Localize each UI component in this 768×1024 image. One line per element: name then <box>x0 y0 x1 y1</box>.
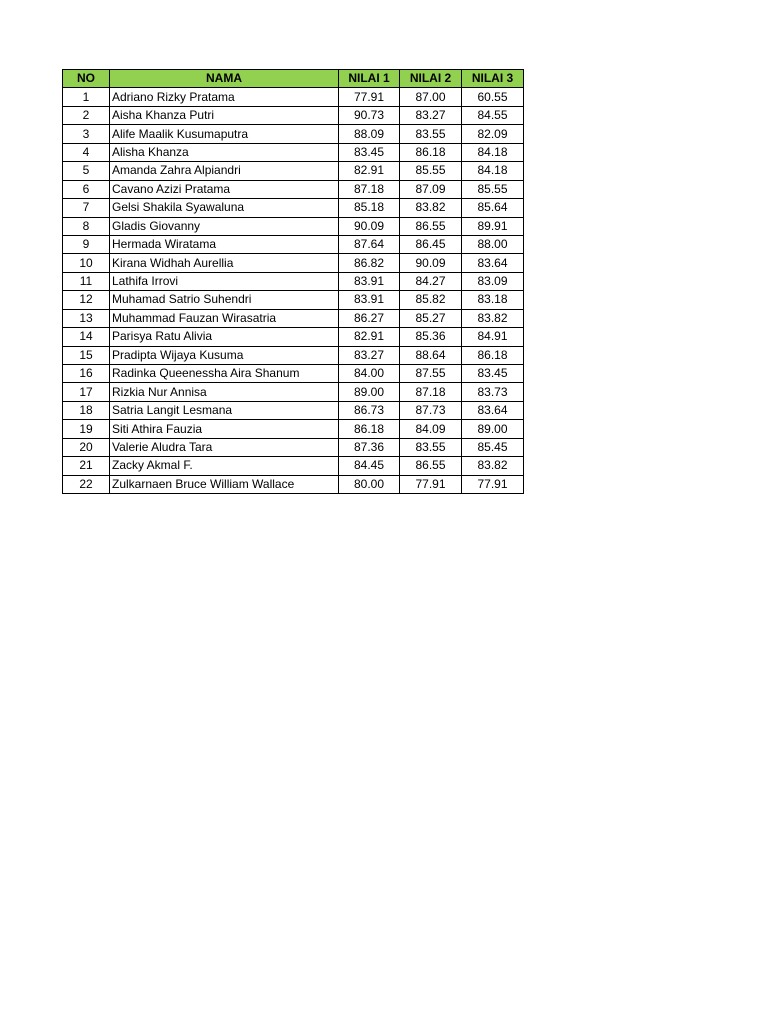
cell-no[interactable]: 16 <box>63 365 110 383</box>
cell-nama[interactable]: Adriano Rizky Pratama <box>110 88 339 106</box>
table-row <box>63 475 524 493</box>
cell-nilai-3[interactable]: 84.55 <box>462 106 524 124</box>
cell-nama[interactable]: Muhamad Satrio Suhendri <box>110 291 339 309</box>
cell-no[interactable]: 18 <box>63 401 110 419</box>
cell-nama[interactable]: Alife Maalik Kusumaputra <box>110 125 339 143</box>
cell-nilai-3[interactable]: 84.91 <box>462 328 524 346</box>
header-nilai-3[interactable]: NILAI 3 <box>462 70 524 88</box>
cell-nilai-1[interactable]: 89.00 <box>339 383 400 401</box>
cell-nilai-1[interactable]: 84.00 <box>339 365 400 383</box>
cell-nama[interactable]: Cavano Azizi Pratama <box>110 180 339 198</box>
cell-nilai-1[interactable]: 86.73 <box>339 401 400 419</box>
cell-nilai-2[interactable]: 88.64 <box>400 346 462 364</box>
header-row <box>63 70 524 88</box>
cell-nilai-3[interactable]: 83.82 <box>462 309 524 327</box>
cell-nama[interactable]: Kirana Widhah Aurellia <box>110 254 339 272</box>
cell-nilai-1[interactable]: 90.09 <box>339 217 400 235</box>
cell-nilai-3[interactable]: 77.91 <box>462 475 524 493</box>
cell-nilai-3[interactable]: 86.18 <box>462 346 524 364</box>
cell-no[interactable]: 10 <box>63 254 110 272</box>
table-row <box>63 106 524 124</box>
cell-nilai-1[interactable]: 82.91 <box>339 328 400 346</box>
cell-nilai-2[interactable]: 90.09 <box>400 254 462 272</box>
table-row <box>63 420 524 438</box>
header-nilai-1[interactable]: NILAI 1 <box>339 70 400 88</box>
cell-nilai-2[interactable]: 86.45 <box>400 235 462 253</box>
cell-no[interactable]: 8 <box>63 217 110 235</box>
table-row <box>63 383 524 401</box>
table-row <box>63 88 524 106</box>
cell-nama[interactable]: Siti Athira Fauzia <box>110 420 339 438</box>
cell-no[interactable]: 22 <box>63 475 110 493</box>
cell-nilai-3[interactable]: 85.45 <box>462 438 524 456</box>
table-row <box>63 199 524 217</box>
cell-nama[interactable]: Satria Langit Lesmana <box>110 401 339 419</box>
cell-nama[interactable]: Alisha Khanza <box>110 143 339 161</box>
cell-nama[interactable]: Hermada Wiratama <box>110 235 339 253</box>
cell-nilai-2[interactable]: 86.18 <box>400 143 462 161</box>
cell-nama[interactable]: Radinka Queenessha Aira Shanum <box>110 365 339 383</box>
header-nilai-2[interactable]: NILAI 2 <box>400 70 462 88</box>
table-body <box>63 88 524 494</box>
cell-nilai-1[interactable]: 87.18 <box>339 180 400 198</box>
cell-nilai-2[interactable]: 87.00 <box>400 88 462 106</box>
cell-nilai-3[interactable]: 83.18 <box>462 291 524 309</box>
cell-nilai-3[interactable]: 89.91 <box>462 217 524 235</box>
cell-no[interactable]: 3 <box>63 125 110 143</box>
table-row <box>63 143 524 161</box>
table-row <box>63 328 524 346</box>
cell-nilai-2[interactable]: 77.91 <box>400 475 462 493</box>
cell-nilai-3[interactable]: 83.09 <box>462 272 524 290</box>
cell-nilai-1[interactable]: 82.91 <box>339 162 400 180</box>
cell-nilai-3[interactable]: 85.55 <box>462 180 524 198</box>
cell-nilai-1[interactable]: 85.18 <box>339 199 400 217</box>
cell-nilai-1[interactable]: 90.73 <box>339 106 400 124</box>
cell-nilai-2[interactable]: 86.55 <box>400 457 462 475</box>
cell-nilai-1[interactable]: 87.64 <box>339 235 400 253</box>
cell-nama[interactable]: Valerie Aludra Tara <box>110 438 339 456</box>
cell-nama[interactable]: Lathifa Irrovi <box>110 272 339 290</box>
cell-nilai-2[interactable]: 84.09 <box>400 420 462 438</box>
cell-nilai-3[interactable]: 84.18 <box>462 162 524 180</box>
table-row <box>63 401 524 419</box>
cell-nilai-2[interactable]: 83.82 <box>400 199 462 217</box>
cell-nama[interactable]: Muhammad Fauzan Wirasatria <box>110 309 339 327</box>
table-row <box>63 365 524 383</box>
cell-nilai-2[interactable]: 87.73 <box>400 401 462 419</box>
cell-nilai-1[interactable]: 83.91 <box>339 291 400 309</box>
cell-no[interactable]: 11 <box>63 272 110 290</box>
table-row <box>63 125 524 143</box>
cell-nilai-1[interactable]: 80.00 <box>339 475 400 493</box>
cell-nilai-1[interactable]: 86.27 <box>339 309 400 327</box>
cell-nilai-2[interactable]: 85.36 <box>400 328 462 346</box>
cell-nilai-3[interactable]: 83.64 <box>462 254 524 272</box>
cell-nilai-1[interactable]: 83.45 <box>339 143 400 161</box>
table-row <box>63 180 524 198</box>
cell-nilai-3[interactable]: 84.18 <box>462 143 524 161</box>
cell-nama[interactable]: Rizkia Nur Annisa <box>110 383 339 401</box>
table-row <box>63 291 524 309</box>
table-row <box>63 254 524 272</box>
cell-nilai-3[interactable]: 89.00 <box>462 420 524 438</box>
cell-nilai-2[interactable]: 83.55 <box>400 438 462 456</box>
cell-nilai-3[interactable]: 83.64 <box>462 401 524 419</box>
cell-no[interactable]: 2 <box>63 106 110 124</box>
cell-nilai-2[interactable]: 83.55 <box>400 125 462 143</box>
cell-nilai-2[interactable]: 85.27 <box>400 309 462 327</box>
cell-no[interactable]: 4 <box>63 143 110 161</box>
grades-table <box>62 69 524 494</box>
cell-no[interactable]: 7 <box>63 199 110 217</box>
cell-nilai-2[interactable]: 85.55 <box>400 162 462 180</box>
cell-nama[interactable]: Gelsi Shakila Syawaluna <box>110 199 339 217</box>
cell-no[interactable]: 1 <box>63 88 110 106</box>
cell-nilai-3[interactable]: 83.73 <box>462 383 524 401</box>
cell-no[interactable]: 17 <box>63 383 110 401</box>
table-row <box>63 217 524 235</box>
table-row <box>63 162 524 180</box>
cell-no[interactable]: 20 <box>63 438 110 456</box>
cell-nama[interactable]: Amanda Zahra Alpiandri <box>110 162 339 180</box>
cell-nilai-2[interactable]: 86.55 <box>400 217 462 235</box>
table-row <box>63 272 524 290</box>
header-no[interactable]: NO <box>63 70 110 88</box>
cell-nama[interactable]: Aisha Khanza Putri <box>110 106 339 124</box>
table-row <box>63 346 524 364</box>
cell-no[interactable]: 15 <box>63 346 110 364</box>
header-nama[interactable]: NAMA <box>110 70 339 88</box>
cell-nilai-3[interactable]: 60.55 <box>462 88 524 106</box>
cell-nilai-3[interactable]: 83.45 <box>462 365 524 383</box>
cell-nama[interactable]: Parisya Ratu Alivia <box>110 328 339 346</box>
cell-nilai-3[interactable]: 83.82 <box>462 457 524 475</box>
cell-nilai-1[interactable]: 83.27 <box>339 346 400 364</box>
cell-nilai-2[interactable]: 87.55 <box>400 365 462 383</box>
table-row <box>63 457 524 475</box>
cell-nilai-1[interactable]: 77.91 <box>339 88 400 106</box>
cell-nama[interactable]: Gladis Giovanny <box>110 217 339 235</box>
cell-nilai-1[interactable]: 83.91 <box>339 272 400 290</box>
cell-no[interactable]: 21 <box>63 457 110 475</box>
cell-nilai-2[interactable]: 87.18 <box>400 383 462 401</box>
table-row <box>63 235 524 253</box>
cell-nama[interactable]: Zacky Akmal F. <box>110 457 339 475</box>
cell-nilai-2[interactable]: 87.09 <box>400 180 462 198</box>
cell-nilai-3[interactable]: 88.00 <box>462 235 524 253</box>
cell-nilai-1[interactable]: 88.09 <box>339 125 400 143</box>
cell-no[interactable]: 9 <box>63 235 110 253</box>
cell-nilai-1[interactable]: 87.36 <box>339 438 400 456</box>
cell-nilai-2[interactable]: 84.27 <box>400 272 462 290</box>
cell-nilai-1[interactable]: 84.45 <box>339 457 400 475</box>
cell-no[interactable]: 13 <box>63 309 110 327</box>
cell-nilai-1[interactable]: 86.18 <box>339 420 400 438</box>
cell-nama[interactable]: Zulkarnaen Bruce William Wallace <box>110 475 339 493</box>
cell-no[interactable]: 19 <box>63 420 110 438</box>
cell-no[interactable]: 5 <box>63 162 110 180</box>
table-row <box>63 438 524 456</box>
table-row <box>63 309 524 327</box>
cell-no[interactable]: 14 <box>63 328 110 346</box>
table-header <box>63 70 524 88</box>
cell-nilai-3[interactable]: 82.09 <box>462 125 524 143</box>
cell-nilai-2[interactable]: 85.82 <box>400 291 462 309</box>
grades-sheet <box>62 69 524 494</box>
cell-nilai-2[interactable]: 83.27 <box>400 106 462 124</box>
cell-nilai-3[interactable]: 85.64 <box>462 199 524 217</box>
cell-nama[interactable]: Pradipta Wijaya Kusuma <box>110 346 339 364</box>
cell-no[interactable]: 6 <box>63 180 110 198</box>
cell-nilai-1[interactable]: 86.82 <box>339 254 400 272</box>
cell-no[interactable]: 12 <box>63 291 110 309</box>
